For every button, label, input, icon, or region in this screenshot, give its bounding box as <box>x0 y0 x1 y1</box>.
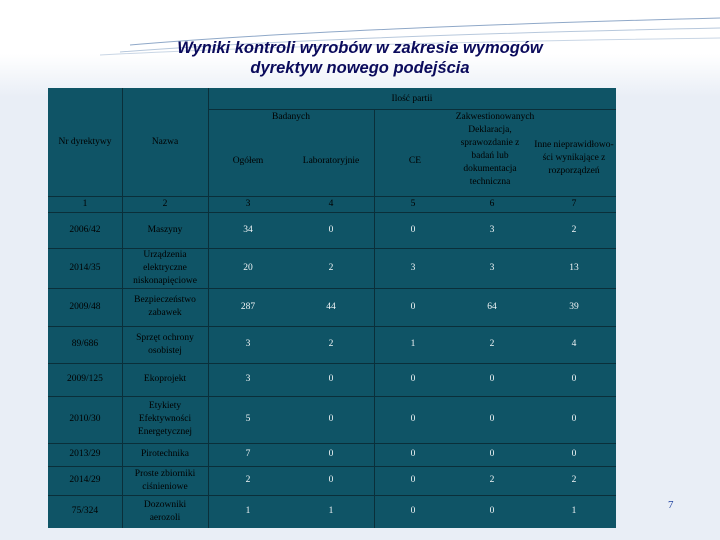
cell-inne: 4 <box>571 339 577 349</box>
cell-ce: 0 <box>410 506 416 516</box>
column-number: 1 <box>82 198 88 209</box>
cell-lab: 2 <box>328 339 334 349</box>
header-ilosc-partii: Ilość partii <box>391 93 433 104</box>
cell-ce: 0 <box>410 224 416 235</box>
cell-dekl: 0 <box>489 374 495 384</box>
cell-inne: 2 <box>571 475 577 485</box>
cell-ce: 0 <box>410 374 416 384</box>
cell-dekl: 0 <box>489 414 495 424</box>
header-zakwestionowanych: Zakwestionowanych <box>455 111 535 122</box>
cell-nazwa: Ekoprojekt <box>143 374 187 384</box>
page-number: 7 <box>668 499 674 511</box>
cell-dekl: 0 <box>489 506 495 516</box>
cell-ce: 0 <box>410 301 416 312</box>
cell-dekl: 3 <box>489 224 495 235</box>
cell-nr: 2014/35 <box>69 262 101 273</box>
header-deklaracja: Deklaracja, sprawozdanie z badań lub dokumentacja techniczna <box>460 124 520 187</box>
cell-ogolem: 3 <box>245 374 251 384</box>
cell-lab: 1 <box>328 506 334 516</box>
cell-ce: 3 <box>410 262 416 273</box>
column-number: 6 <box>489 198 495 209</box>
cell-lab: 44 <box>326 301 336 312</box>
column-number: 3 <box>245 198 251 209</box>
cell-lab: 0 <box>328 449 334 459</box>
title-line-2: dyrektyw nowego podejścia <box>250 59 470 77</box>
column-number: 5 <box>410 198 416 209</box>
cell-inne: 2 <box>571 224 577 235</box>
cell-ogolem: 5 <box>245 414 251 424</box>
cell-ce: 1 <box>410 339 416 349</box>
cell-nazwa: Bezpieczeństwo zabawek <box>134 295 196 318</box>
cell-nazwa: Maszyny <box>147 224 183 235</box>
cell-nazwa: Dozowniki aerozoli <box>143 499 187 523</box>
cell-inne: 0 <box>571 374 577 384</box>
cell-nr: 2010/30 <box>69 414 101 424</box>
cell-nazwa: Pirotechnika <box>140 449 189 459</box>
cell-ce: 0 <box>410 475 416 485</box>
cell-ogolem: 20 <box>243 262 253 273</box>
cell-inne: 39 <box>569 301 579 312</box>
header-badanych: Badanych <box>272 111 310 122</box>
cell-ce: 0 <box>410 414 416 424</box>
cell-nr: 75/324 <box>71 506 99 516</box>
cell-nr: 2009/48 <box>69 301 101 312</box>
cell-ogolem: 2 <box>245 475 251 485</box>
cell-ogolem: 7 <box>245 449 251 459</box>
cell-dekl: 64 <box>487 301 497 312</box>
cell-nr: 2013/29 <box>69 449 101 459</box>
header-nazwa: Nazwa <box>151 136 179 147</box>
cell-inne: 0 <box>571 414 577 424</box>
cell-inne: 1 <box>571 506 577 516</box>
column-number: 7 <box>571 198 577 209</box>
cell-nazwa: Etykiety Efektywności Energetycznej <box>137 401 193 437</box>
cell-nr: 2009/125 <box>67 374 103 384</box>
cell-ogolem: 1 <box>245 506 251 516</box>
column-number: 2 <box>162 198 168 209</box>
cell-ce: 0 <box>410 449 416 459</box>
cell-lab: 0 <box>328 414 334 424</box>
results-table <box>48 88 616 528</box>
cell-dekl: 2 <box>489 339 495 349</box>
cell-nazwa: Urządzenia elektryczne niskonapięciowe <box>133 249 197 286</box>
title-line-1: Wyniki kontroli wyrobów w zakresie wymogów <box>177 39 543 57</box>
cell-dekl: 0 <box>489 449 495 459</box>
cell-nr: 2014/29 <box>69 475 101 485</box>
cell-ogolem: 3 <box>245 339 251 349</box>
header-ogolem: Ogółem <box>232 155 264 166</box>
cell-nr: 89/686 <box>71 339 99 349</box>
cell-lab: 2 <box>328 262 334 273</box>
column-number: 4 <box>328 198 334 209</box>
cell-inne: 0 <box>571 449 577 459</box>
cell-dekl: 3 <box>489 262 495 273</box>
cell-nr: 2006/42 <box>69 224 101 235</box>
cell-lab: 0 <box>328 374 334 384</box>
cell-dekl: 2 <box>489 475 495 485</box>
cell-inne: 13 <box>569 262 579 273</box>
cell-nazwa: Sprzęt ochrony osobistej <box>136 332 194 356</box>
cell-ogolem: 287 <box>240 301 256 312</box>
header-nr-dyrektywy: Nr dyrektywy <box>58 136 112 147</box>
header-ce: CE <box>408 155 422 166</box>
cell-lab: 0 <box>328 475 334 485</box>
cell-lab: 0 <box>328 224 334 235</box>
header-laboratoryjnie: Laboratoryjnie <box>302 155 360 166</box>
page-title <box>110 38 610 78</box>
cell-nazwa: Proste zbiorniki ciśnieniowe <box>134 468 196 492</box>
cell-ogolem: 34 <box>243 224 253 235</box>
header-inne: Inne nieprawidłowo-ści wynikające z rozporządzeń <box>534 139 614 176</box>
